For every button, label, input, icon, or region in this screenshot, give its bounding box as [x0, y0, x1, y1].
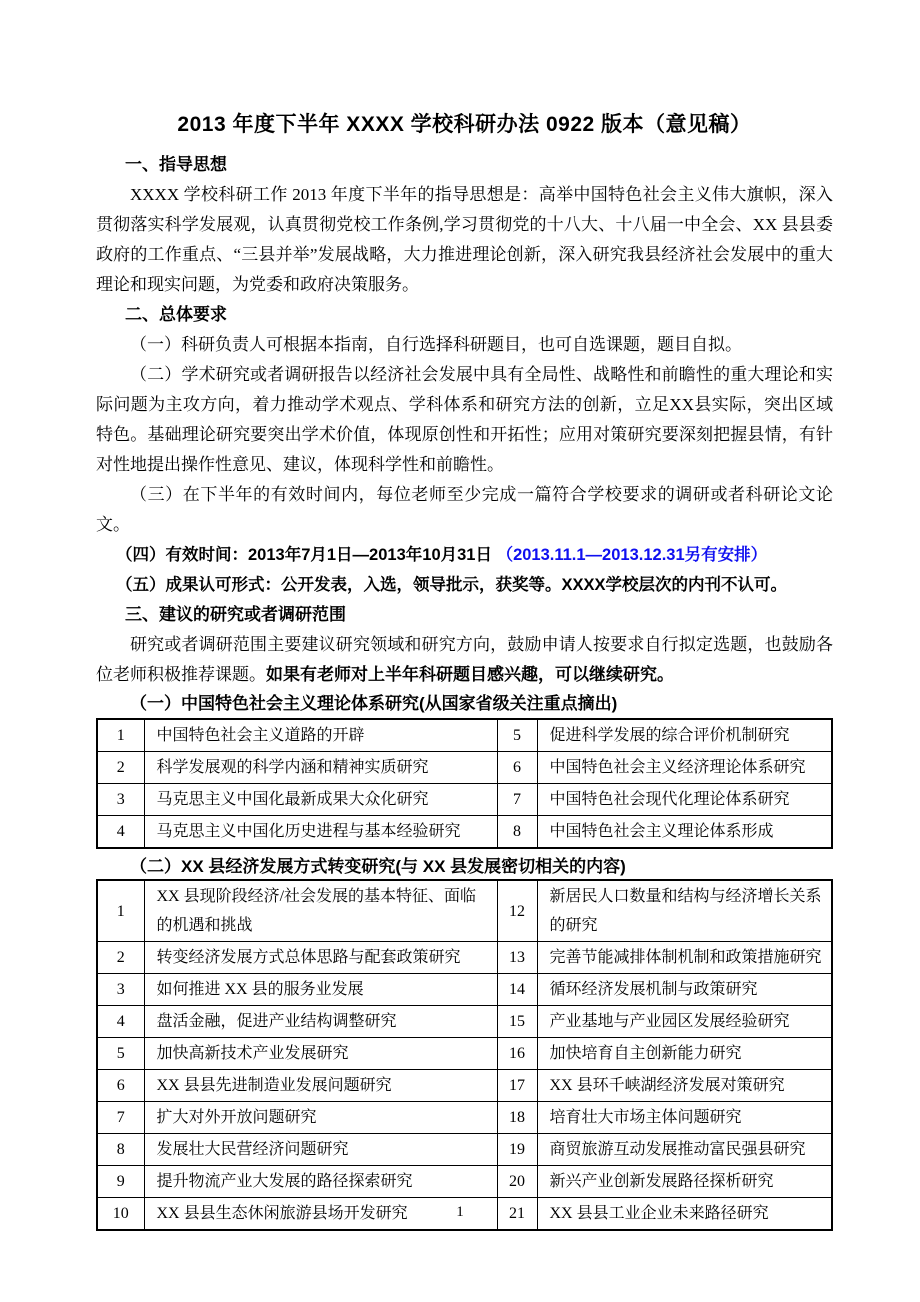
topic-title: 如何推进 XX 县的服务业发展 — [144, 974, 497, 1006]
table-row — [97, 1134, 832, 1166]
topic-number: 21 — [497, 1198, 537, 1231]
topic-number: 15 — [497, 1006, 537, 1038]
table-row — [97, 1038, 832, 1070]
section-3-paragraph — [96, 630, 833, 690]
topic-title: 新兴产业创新发展路径探析研究 — [537, 1166, 832, 1198]
topic-number: 17 — [497, 1070, 537, 1102]
topic-number: 6 — [97, 1070, 144, 1102]
topic-number: 3 — [97, 784, 144, 816]
topic-title: 科学发展观的科学内涵和精神实质研究 — [144, 752, 497, 784]
topic-number: 8 — [97, 1134, 144, 1166]
table-row — [97, 1166, 832, 1198]
topic-number: 3 — [97, 974, 144, 1006]
topic-title: 产业基地与产业园区发展经验研究 — [537, 1006, 832, 1038]
effective-time-note: （2013.11.1—2013.12.31另有安排） — [496, 546, 768, 564]
topic-title: 加快培育自主创新能力研究 — [537, 1038, 832, 1070]
section-3-heading: 三、建议的研究或者调研范围 — [125, 605, 346, 624]
topic-title: 盘活金融，促进产业结构调整研究 — [144, 1006, 497, 1038]
topic-number: 1 — [97, 719, 144, 752]
section-2-item-5: （五）成果认可形式：公开发表，入选，领导批示，获奖等。XXXX学校层次的内刊不认可。 — [116, 576, 788, 594]
topic-number: 16 — [497, 1038, 537, 1070]
section-2-heading: 二、总体要求 — [125, 305, 227, 324]
table-2-heading: （二）XX 县经济发展方式转变研究(与 XX 县发展密切相关的内容) — [130, 857, 626, 876]
topic-number: 1 — [97, 880, 144, 942]
topic-title: 提升物流产业大发展的路径探索研究 — [144, 1166, 497, 1198]
topic-number: 13 — [497, 942, 537, 974]
topic-number: 8 — [497, 816, 537, 849]
topic-title: XX 县环千峡湖经济发展对策研究 — [537, 1070, 832, 1102]
topic-number: 4 — [97, 816, 144, 849]
topic-title: 循环经济发展机制与政策研究 — [537, 974, 832, 1006]
topic-title: 培育壮大市场主体问题研究 — [537, 1102, 832, 1134]
topic-title: 扩大对外开放问题研究 — [144, 1102, 497, 1134]
topic-title: XX 县县工业企业未来路径研究 — [537, 1198, 832, 1231]
topic-number: 19 — [497, 1134, 537, 1166]
topic-number: 18 — [497, 1102, 537, 1134]
table-row — [97, 880, 832, 942]
table-row — [97, 752, 832, 784]
topic-number: 7 — [97, 1102, 144, 1134]
topic-number: 10 — [97, 1198, 144, 1231]
topic-number: 14 — [497, 974, 537, 1006]
effective-time-text: （四）有效时间：2013年7月1日—2013年10月31日 — [116, 546, 497, 564]
topic-number: 5 — [97, 1038, 144, 1070]
topic-number: 2 — [97, 942, 144, 974]
topic-title: 发展壮大民营经济问题研究 — [144, 1134, 497, 1166]
topic-title: 商贸旅游互动发展推动富民强县研究 — [537, 1134, 832, 1166]
topic-number: 20 — [497, 1166, 537, 1198]
table-row — [97, 784, 832, 816]
table-row — [97, 816, 832, 849]
topic-title: 中国特色社会主义道路的开辟 — [144, 719, 497, 752]
section-2-item-4 — [96, 540, 833, 570]
topic-number: 4 — [97, 1006, 144, 1038]
topic-number: 9 — [97, 1166, 144, 1198]
topic-number: 7 — [497, 784, 537, 816]
topic-title: 新居民人口数量和结构与经济增长关系的研究 — [537, 880, 832, 942]
topic-title: 加快高新技术产业发展研究 — [144, 1038, 497, 1070]
topic-title: XX 县县生态休闲旅游县场开发研究 — [144, 1198, 497, 1231]
topic-title: 完善节能减排体制机制和政策措施研究 — [537, 942, 832, 974]
table-row — [97, 1102, 832, 1134]
topic-title: 马克思主义中国化历史进程与基本经验研究 — [144, 816, 497, 849]
topic-number: 6 — [497, 752, 537, 784]
topic-number: 2 — [97, 752, 144, 784]
topic-number: 12 — [497, 880, 537, 942]
page-number: 1 — [456, 1204, 464, 1220]
table-row — [97, 719, 832, 752]
topic-title: 马克思主义中国化最新成果大众化研究 — [144, 784, 497, 816]
section-1-heading: 一、指导思想 — [125, 155, 227, 174]
section-1-paragraph: XXXX 学校科研工作 2013 年度下半年的指导思想是：高举中国特色社会主义伟大旗帜，深入贯彻落实科学发展观，认真贯彻党校工作条例,学习贯彻党的十八大、十八届一中全会、XX 县县委政府的工作重点、“三县并举”发展战略，大力推进理论创新，深入研究我县经济社会发展中的重大理论和现实问题，为党委和政府决策服务。 — [96, 185, 833, 294]
topic-title: 中国特色社会主义经济理论体系研究 — [537, 752, 832, 784]
table-row — [97, 942, 832, 974]
section-3-paragraph-normal: 研究或者调研范围主要建议研究领域和研究方向，鼓励申请人按要求自行拟定选题，也鼓励各位老师积极推荐课题。 — [96, 635, 833, 684]
research-topics-table-2 — [96, 879, 833, 1231]
section-2-item-1: （一）科研负责人可根据本指南，自行选择科研题目，也可自选课题，题目自拟。 — [130, 335, 742, 354]
section-3-paragraph-emphasis: 如果有老师对上半年科研题目感兴趣，可以继续研究。 — [266, 665, 674, 684]
table-1-heading: （一）中国特色社会主义理论体系研究(从国家省级关注重点摘出) — [130, 694, 618, 713]
document-title: 2013 年度下半年 XXXX 学校科研办法 0922 版本（意见稿） — [177, 113, 752, 136]
topic-title: 促进科学发展的综合评价机制研究 — [537, 719, 832, 752]
topic-number: 5 — [497, 719, 537, 752]
section-2-item-3: （三）在下半年的有效时间内，每位老师至少完成一篇符合学校要求的调研或者科研论文论文。 — [96, 485, 833, 534]
topic-title: XX 县县先进制造业发展问题研究 — [144, 1070, 497, 1102]
topic-title: XX 县现阶段经济/社会发展的基本特征、面临的机遇和挑战 — [144, 880, 497, 942]
topic-title: 中国特色社会现代化理论体系研究 — [537, 784, 832, 816]
table-row — [97, 1070, 832, 1102]
table-row — [97, 974, 832, 1006]
research-topics-table-1 — [96, 718, 833, 849]
topic-title: 中国特色社会主义理论体系形成 — [537, 816, 832, 849]
topic-title: 转变经济发展方式总体思路与配套政策研究 — [144, 942, 497, 974]
table-row — [97, 1006, 832, 1038]
section-2-item-2: （二）学术研究或者调研报告以经济社会发展中具有全局性、战略性和前瞻性的重大理论和实际问题为主攻方向，着力推动学术观点、学科体系和研究方法的创新，立足XX县实际，突出区域特色。基础理论研究要突出学术价值，体现原创性和开拓性；应用对策研究要深刻把握县情，有针对性地提出操作性意见、建议，体现科学性和前瞻性。 — [96, 365, 833, 474]
